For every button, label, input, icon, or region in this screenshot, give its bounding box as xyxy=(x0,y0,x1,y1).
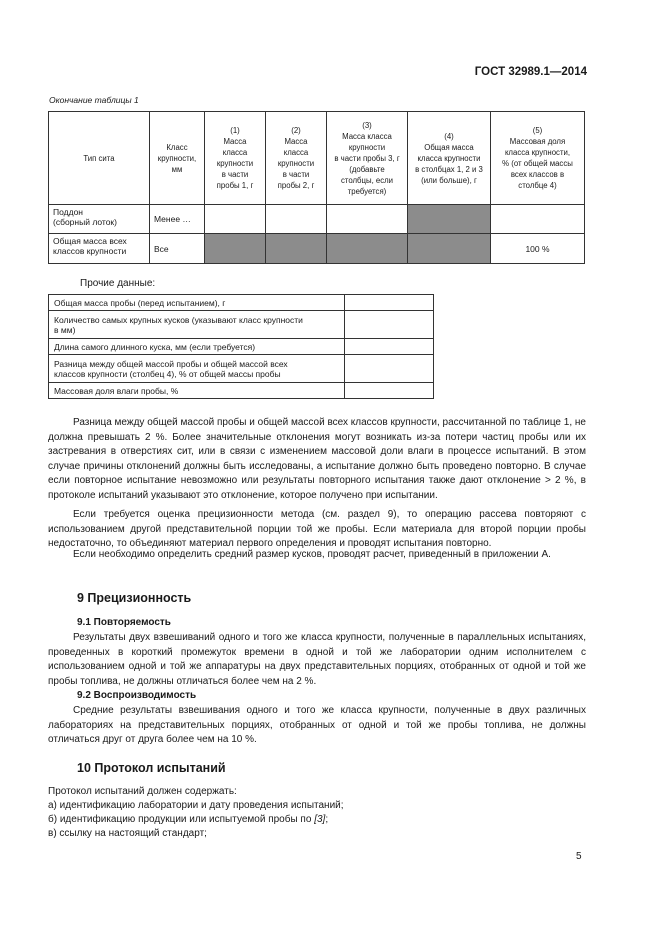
row-cell-shaded xyxy=(408,234,491,264)
section-10-title: 10 Протокол испытаний xyxy=(77,761,226,775)
table-row xyxy=(49,205,585,234)
other-row-label: Разница между общей массой пробы и общей массой всех классов крупности (столбец 4), % от общей массы пробы xyxy=(49,355,345,383)
other-row-value xyxy=(345,339,434,355)
sieve-table xyxy=(48,111,585,264)
section-9-1-title: 9.1 Повторяемость xyxy=(77,617,171,628)
other-row-label: Количество самых крупных кусков (указывают класс крупности в мм) xyxy=(49,311,345,339)
header-size-class: Класс крупности, мм xyxy=(150,112,205,205)
protocol-item-a: а) идентификацию лаборатории и дату проведения испытаний; xyxy=(48,800,344,811)
header-col5: (5) Массовая доля класса крупности, % (от общей массы всех классов в столбце 4) xyxy=(491,112,585,205)
header-sieve-type: Тип сита xyxy=(49,112,150,205)
row-cell-shaded xyxy=(327,234,408,264)
table-row xyxy=(49,355,434,383)
row-size-cell: Менее … xyxy=(150,205,205,234)
row-size-cell: Все xyxy=(150,234,205,264)
paragraph-reproducibility: Средние результаты взвешивания одного и того же класса крупности, полученные в двух различных лабораториях на представительных порциях, отобранных от одной и той же пробы топлива, не должны отличаться друг от друга более чем на 10 %. xyxy=(48,705,586,745)
header-col2: (2) Масса класса крупности в части пробы 2, г xyxy=(266,112,327,205)
other-row-value xyxy=(345,311,434,339)
paragraph-precision-note: Если требуется оценка прецизионности метода (см. раздел 9), то операцию рассева повторяют с использованием другой представительной порции той же пробы. Если материала для второй порции пробы недостаточно, то объединяют материал первого определения и проводят испытания повторно. xyxy=(48,509,586,549)
row-cell xyxy=(205,205,266,234)
reference-link: [3] xyxy=(314,814,326,825)
other-data-label: Прочие данные: xyxy=(80,278,156,289)
page-number: 5 xyxy=(576,851,582,862)
row-cell xyxy=(266,205,327,234)
other-row-label: Общая масса пробы (перед испытанием), г xyxy=(49,295,345,311)
table-row xyxy=(49,234,585,264)
row-cell xyxy=(491,205,585,234)
other-row-value xyxy=(345,295,434,311)
protocol-item-b: б) идентификацию продукции или испытуемой пробы по [3]; xyxy=(48,814,329,825)
row-sieve-cell: Общая масса всех классов крупности xyxy=(49,234,150,264)
row-cell-shaded xyxy=(408,205,491,234)
table-row xyxy=(49,295,434,311)
protocol-item-c: в) ссылку на настоящий стандарт; xyxy=(48,828,207,839)
row-cell-shaded xyxy=(266,234,327,264)
section-9-title: 9 Прецизионность xyxy=(77,591,192,605)
table-row xyxy=(49,339,434,355)
header-col4: (4) Общая масса класса крупности в столбцах 1, 2 и 3 (или больше), г xyxy=(408,112,491,205)
paragraph-repeatability: Результаты двух взвешиваний одного и того же класса крупности, полученные в параллельных испытаниях, проведенных в короткий промежуток времени в одной и той же лаборатории одним исполнителем с использованием одной и той же аппаратуры на двух представительных порциях, отобранных от одной и той же пробы топлива, не должны отличаться более чем на 2 %. xyxy=(48,632,586,687)
section-9-2-title: 9.2 Воспроизводимость xyxy=(77,690,197,701)
header-col3: (3) Масса класса крупности в части пробы 3, г (добавьте столбцы, если требуется) xyxy=(327,112,408,205)
other-row-value xyxy=(345,383,434,399)
other-row-label: Длина самого длинного куска, мм (если требуется) xyxy=(49,339,345,355)
row-sieve-cell: Поддон (сборный лоток) xyxy=(49,205,150,234)
table-row xyxy=(49,383,434,399)
header-col1: (1) Масса класса крупности в части пробы 1, г xyxy=(205,112,266,205)
table-row xyxy=(49,311,434,339)
table-caption: Окончание таблицы 1 xyxy=(49,95,139,105)
other-row-label: Массовая доля влаги пробы, % xyxy=(49,383,345,399)
row-cell: 100 % xyxy=(491,234,585,264)
other-data-table xyxy=(48,294,434,399)
row-cell-shaded xyxy=(205,234,266,264)
standard-number: ГОСТ 32989.1—2014 xyxy=(474,66,587,78)
paragraph-difference: Разница между общей массой пробы и общей массой всех классов крупности, рассчитанной по таблице 1, не должна превышать 2 %. Более значительные отклонения могут возникать из-за потери частиц пробы или их застревания в отверстиях сит, или в связи с изменением массовой доли влаги в процессе испытаний. В этом случае причины отклонений должны быть исследованы, а испытание должно быть проведено повторно. В случае если повторное испытание невозможно или результаты повторного испытания также дают отклонение > 2 %, в протоколе испытаний указывают это отклонение, которое получено при испытании. xyxy=(48,417,586,501)
row-cell xyxy=(327,205,408,234)
paragraph-average-size: Если необходимо определить средний размер кусков, проводят расчет, приведенный в приложении А. xyxy=(73,549,551,560)
protocol-intro: Протокол испытаний должен содержать: xyxy=(48,786,237,797)
table-header-row xyxy=(49,112,585,205)
other-row-value xyxy=(345,355,434,383)
